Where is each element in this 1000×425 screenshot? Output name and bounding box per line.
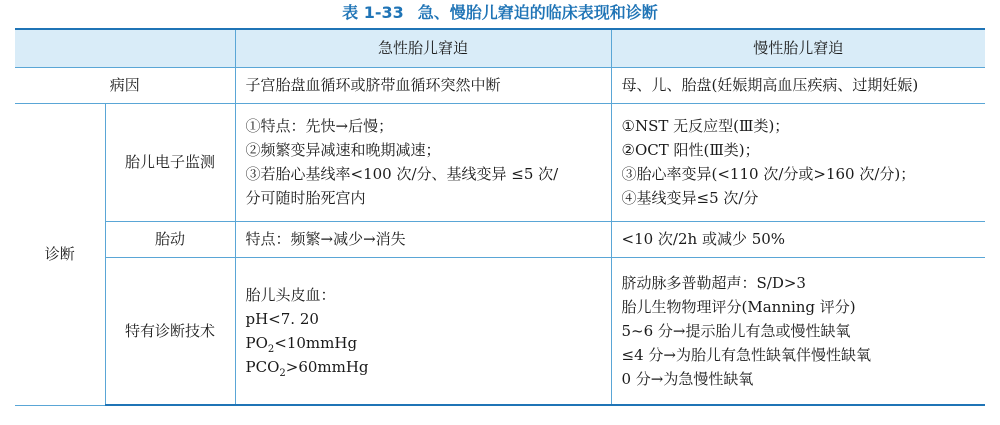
efm-chronic-line: ③胎心率变异(<110 次/分或>160 次/分)； [621,165,916,183]
pco2-value: >60mmHg [285,357,369,376]
efm-acute-line: ②频繁变异减速和晚期减速； [245,141,441,159]
special-chronic [611,257,985,405]
diagnosis-table [15,28,985,406]
table-caption: 急、慢胎儿窘迫的临床表现和诊断 [417,3,658,22]
special-chronic-line: 胎儿生物物理评分(Manning 评分) [621,297,856,316]
po2-subscript: 2 [267,343,275,355]
special-label: 特有诊断技术 [105,257,235,405]
movement-row [15,221,985,257]
cause-row [15,67,985,103]
pco2-prefix: PCO [245,357,280,376]
special-chronic-line: 脐动脉多普勒超声：S/D>3 [621,273,806,292]
special-acute [235,257,611,405]
po2-prefix: PO [245,333,268,352]
cause-label: 病因 [15,67,235,103]
movement-chronic: <10 次/2h 或减少 50% [611,221,985,257]
special-chronic-line: ≤4 分→为胎儿有急性缺氧伴慢性缺氧 [621,345,871,364]
special-chronic-line: 5~6 分→提示胎儿有急或慢性缺氧 [621,321,851,340]
efm-chronic-line: ②OCT 阳性(Ⅲ类)； [621,141,760,159]
table-title [0,0,1000,26]
diagnosis-label: 诊断 [15,103,105,405]
header-row [15,29,985,67]
efm-label: 胎儿电子监测 [105,103,235,221]
efm-row [15,103,985,221]
po2-value: <10mmHg [274,333,358,352]
efm-chronic [611,103,985,221]
header-acute: 急性胎儿窘迫 [235,29,611,67]
pco2-line [246,355,601,379]
special-row [15,257,985,405]
cause-chronic: 母、儿、胎盘(妊娠期高血压疾病、过期妊娠) [611,67,985,103]
movement-label: 胎动 [105,221,235,257]
efm-acute-line: ③若胎心基线率<100 次/分、基线变异 ≤5 次/ [245,165,559,183]
efm-acute-line: ①特点：先快→后慢； [245,117,394,135]
special-acute-line: pH<7. 20 [245,309,319,328]
cause-acute: 子宫胎盘血循环或脐带血循环突然中断 [235,67,611,103]
special-chronic-line: 0 分→为急慢性缺氧 [621,369,754,388]
header-empty-cell [15,29,235,67]
table-number: 表 1-33 [342,3,404,22]
efm-chronic-line: ①NST 无反应型(Ⅲ类)； [621,117,790,135]
pco2-subscript: 2 [279,367,286,379]
po2-line [246,331,601,355]
efm-acute-line: 分可随时胎死宫内 [245,189,366,207]
movement-acute: 特点：频繁→减少→消失 [235,221,611,257]
efm-acute [235,103,611,221]
special-acute-line: 胎儿头皮血： [245,285,336,304]
header-chronic: 慢性胎儿窘迫 [611,29,985,67]
efm-chronic-line: ④基线变异≤5 次/分 [621,189,759,207]
